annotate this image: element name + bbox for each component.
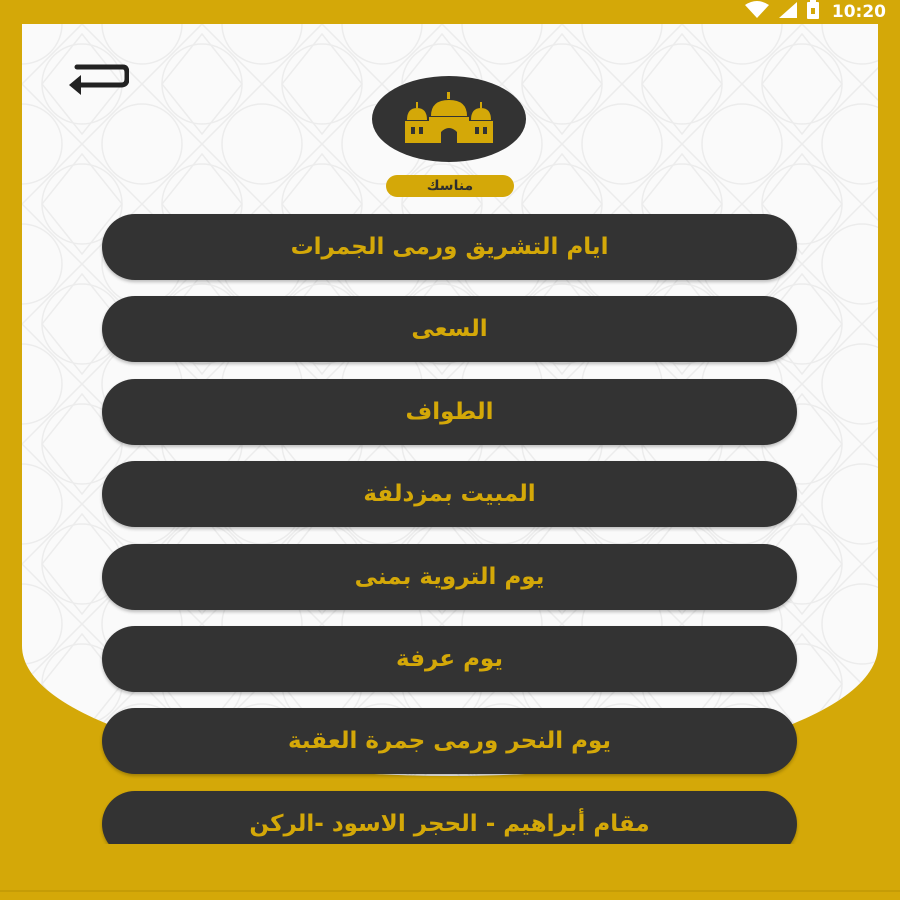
menu-item-label: يوم عرفة <box>396 646 503 672</box>
menu-item-muzdalifah[interactable] <box>102 461 797 527</box>
battery-icon <box>806 0 820 24</box>
back-button[interactable] <box>62 60 132 100</box>
signal-icon <box>778 1 798 23</box>
menu-item-label: مقام أبراهيم - الحجر الاسود -الركن <box>249 811 650 837</box>
wifi-icon <box>744 1 770 23</box>
bottom-strip <box>0 844 900 900</box>
menu-item-label: السعى <box>411 316 488 342</box>
menu-item-label: الطواف <box>405 399 494 425</box>
logo <box>372 76 526 162</box>
menu-item-tashreeq[interactable] <box>102 214 797 280</box>
menu-item-saee[interactable] <box>102 296 797 362</box>
menu-item-label: يوم التروية بمنى <box>354 564 545 590</box>
menu-item-nahr[interactable] <box>102 708 797 774</box>
menu-item-label: يوم النحر ورمى جمرة العقبة <box>287 728 612 754</box>
back-arrow-icon <box>65 61 129 99</box>
menu-item-label: ايام التشريق ورمى الجمرات <box>290 234 609 260</box>
menu-item-tawaf[interactable] <box>102 379 797 445</box>
bottom-divider <box>0 890 900 892</box>
mosque-icon <box>401 92 497 150</box>
status-bar <box>0 0 900 24</box>
status-time: 10:20 <box>831 2 886 22</box>
menu-item-label: المبيت بمزدلفة <box>363 481 536 507</box>
section-badge: مناسك <box>386 175 514 197</box>
menu-item-tarwiyah[interactable] <box>102 544 797 610</box>
status-icons <box>744 0 820 24</box>
menu-item-arafah[interactable] <box>102 626 797 692</box>
